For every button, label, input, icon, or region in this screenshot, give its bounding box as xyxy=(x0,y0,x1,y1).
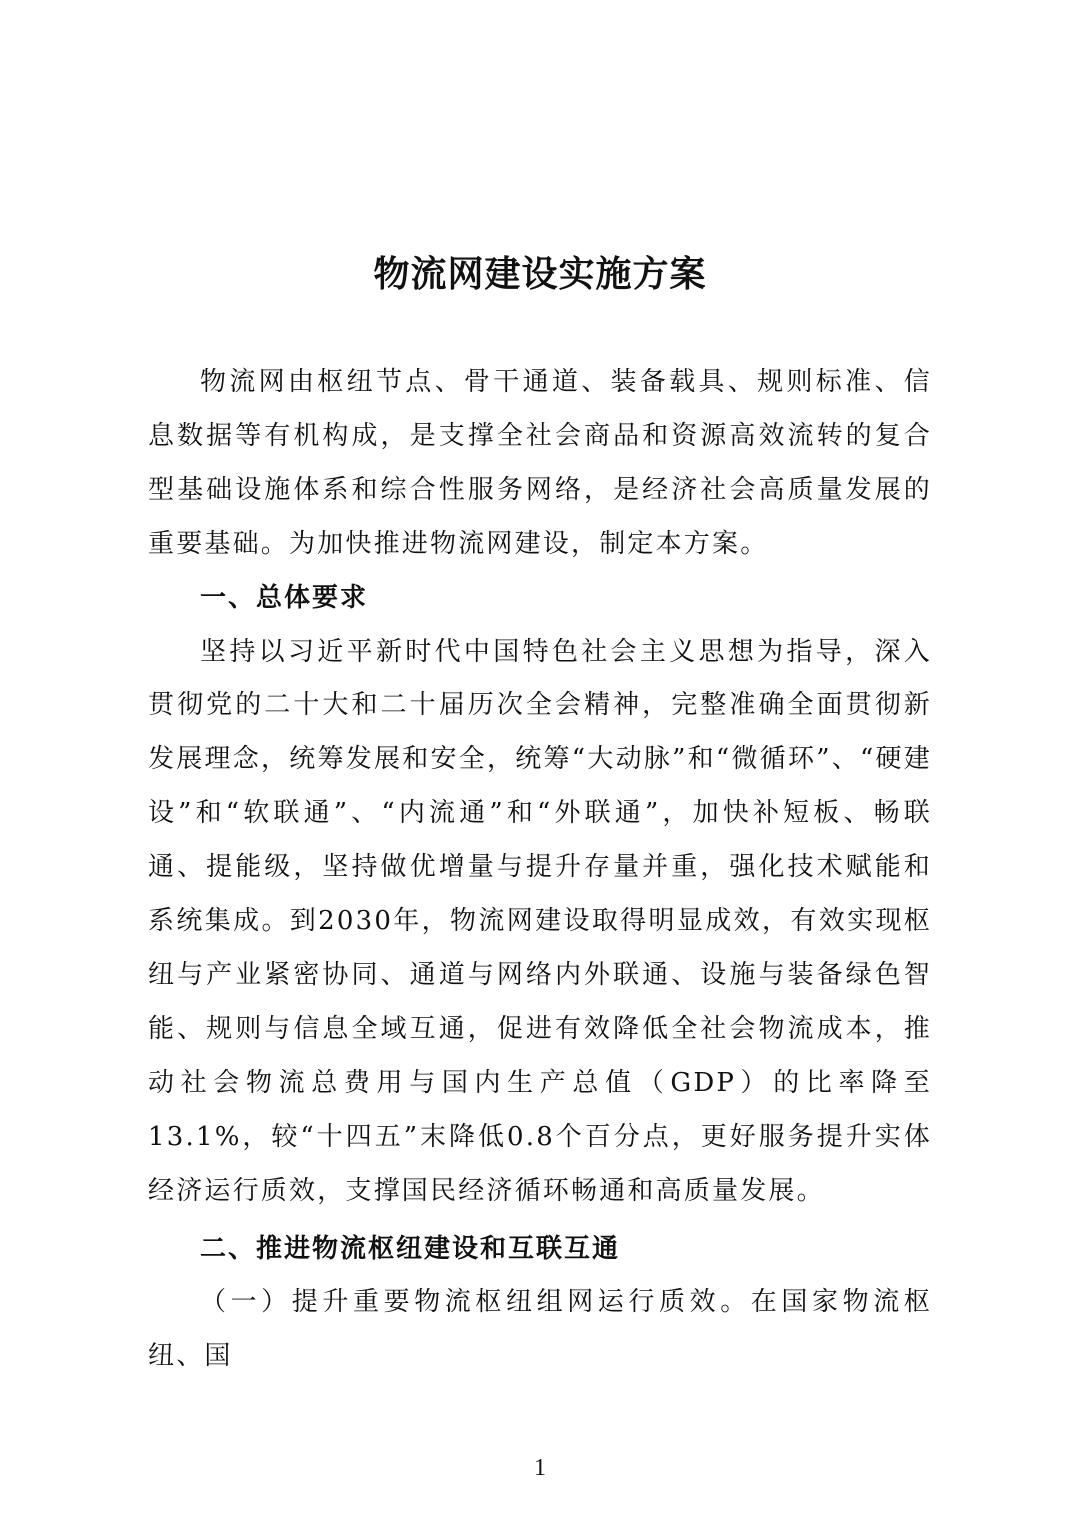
general-requirements-paragraph: 坚持以习近平新时代中国特色社会主义思想为指导，深入贯彻党的二十大和二十届历次全会精神，完整准确全面贯彻新发展理念，统筹发展和安全，统筹“大动脉”和“微循环”、“硬建设”和“软联通”、“内流通”和“外联通”，加快补短板、畅联通、提能级，坚持做优增量与提升存量并重，强化技术赋能和系统集成。到2030年，物流网建设取得明显成效，有效实现枢纽与产业紧密协同、通道与网络内外联通、设施与装备绿色智能、规则与信息全域互通，促进有效降低全社会物流成本，推动社会物流总费用与国内生产总值（GDP）的比率降至13.1%，较“十四五”末降低0.8个百分点，更好服务提升实体经济运行质效，支撑国民经济循环畅通和高质量发展。 xyxy=(148,636,932,1206)
page-number: 1 xyxy=(534,1455,546,1481)
intro-paragraph: 物流网由枢纽节点、骨干通道、装备载具、规则标准、信息数据等有机构成，是支撑全社会商品和资源高效流转的复合型基础设施体系和综合性服务网络，是经济社会高质量发展的重要基础。为加快推进物流网建设，制定本方案。 xyxy=(148,367,932,559)
hub-subsection-paragraph xyxy=(148,1276,932,1384)
document-body xyxy=(148,356,932,1384)
document-title: 物流网建设实施方案 xyxy=(373,253,707,295)
section-heading-logistics-hubs: 二、推进物流枢纽建设和互联互通 xyxy=(200,1233,621,1264)
subsection-text: 在国家物流枢纽、国 xyxy=(148,1287,932,1372)
section-heading-general-requirements: 一、总体要求 xyxy=(200,582,369,613)
subsection-lead: （一）提升重要物流枢纽组网运行质效。 xyxy=(200,1287,751,1318)
